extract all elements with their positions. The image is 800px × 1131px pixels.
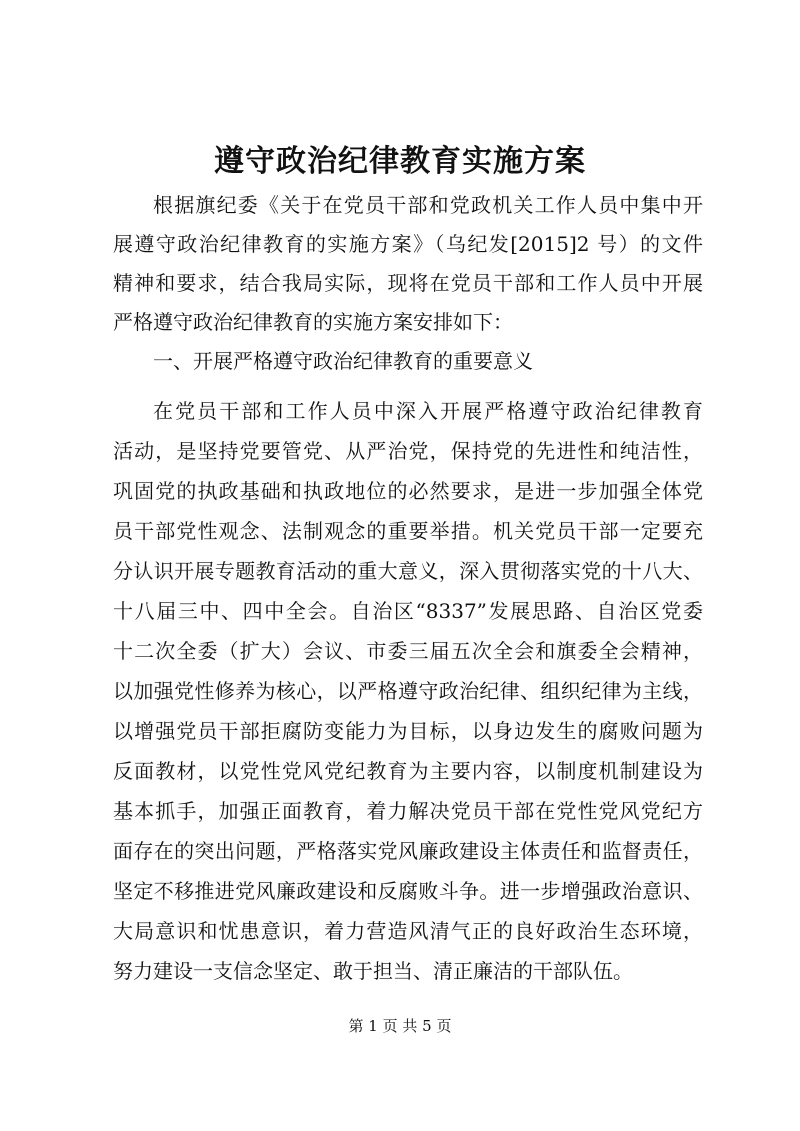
paragraph-1-line-4: 严格遵守政治纪律教育的实施方案安排如下： (113, 310, 513, 334)
paragraph-2-line-14: 大局意识和忧患意识，着力营造风清气正的良好政治生态环境， (113, 919, 703, 943)
paragraph-2-line-12: 面存在的突出问题，严格落实党风廉政建设主体责任和监督责任， (113, 839, 703, 863)
page-title: 遵守政治纪律教育实施方案 (214, 144, 586, 179)
paragraph-2-line-10: 反面教材，以党性党风党纪教育为主要内容，以制度机制建设为 (113, 759, 703, 783)
paragraph-2-line-9: 以增强党员干部拒腐防变能力为目标，以身边发生的腐败问题为 (113, 719, 703, 743)
paragraph-2-line-6: 十八届三中、四中全会。自治区“8337”发展思路、自治区党委 (113, 599, 703, 623)
paragraph-1-line-2: 展遵守政治纪律教育的实施方案》（乌纪发[2015]2 号）的文件 (113, 232, 703, 256)
page-footer: 第 1 页 共 5 页 (348, 1017, 452, 1035)
section-heading-1: 一、开展严格遵守政治纪律教育的重要意义 (153, 349, 533, 373)
paragraph-2-line-15: 努力建设一支信念坚定、敢于担当、清正廉洁的干部队伍。 (113, 959, 633, 983)
paragraph-1-line-1: 根据旗纪委《关于在党员干部和党政机关工作人员中集中开 (153, 193, 703, 217)
paragraph-2-line-3: 巩固党的执政基础和执政地位的必然要求，是进一步加强全体党 (113, 479, 703, 503)
paragraph-2-line-13: 坚定不移推进党风廉政建设和反腐败斗争。进一步增强政治意识、 (113, 879, 703, 903)
paragraph-2-line-11: 基本抓手，加强正面教育，着力解决党员干部在党性党风党纪方 (113, 799, 703, 823)
paragraph-2-line-1: 在党员干部和工作人员中深入开展严格遵守政治纪律教育 (153, 399, 703, 423)
paragraph-2-line-4: 员干部党性观念、法制观念的重要举措。机关党员干部一定要充 (113, 519, 703, 543)
paragraph-2-line-8: 以加强党性修养为核心，以严格遵守政治纪律、组织纪律为主线， (113, 679, 703, 703)
paragraph-2-line-2: 活动，是坚持党要管党、从严治党，保持党的先进性和纯洁性， (113, 439, 703, 463)
paragraph-2-line-7: 十二次全委（扩大）会议、市委三届五次全会和旗委全会精神， (113, 639, 703, 663)
paragraph-2-line-5: 分认识开展专题教育活动的重大意义，深入贯彻落实党的十八大、 (113, 559, 703, 583)
paragraph-1-line-3: 精神和要求，结合我局实际，现将在党员干部和工作人员中开展 (113, 271, 703, 295)
